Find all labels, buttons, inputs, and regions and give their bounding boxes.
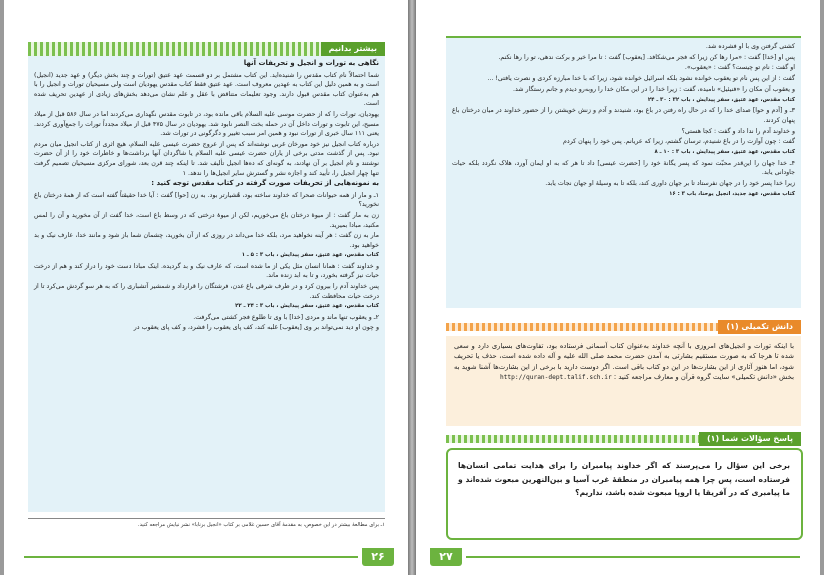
quote-item: پس او [خدا] گفت : «مرا رها کن زیرا که فجر می‌شکافد. [یعقوب] گفت : تا مرا خیر و برکت ندهی، تو را رها نکنم. <box>498 53 795 61</box>
page-number: ۲۷ <box>430 548 462 566</box>
answer-header <box>446 432 801 446</box>
quote-item: او گفت : نام تو چیست؟ گفت : «یعقوب». <box>684 64 795 72</box>
quote-item: گفت : از این پس نام تو یعقوب خوانده نشود بلکه اسرائیل خوانده شود، زیرا که با خدا مبارزه کردی و نصرت یافتی! ... <box>487 75 795 83</box>
subheading: به نمونه‌هایی از تحریفات صورت گرفته در کتاب مقدس توجه کنید : <box>151 179 379 188</box>
footnote: ۱ـ برای مطالعهٔ بیشتر در این خصوص، به مقدمهٔ آقای حسین غلامی بر کتاب «انجیل برنابا» نشر نیایش مراجعه کنید. <box>28 518 385 529</box>
more-info-content-continued <box>452 42 795 201</box>
supplementary-header <box>446 320 801 334</box>
more-info-header <box>28 42 385 56</box>
paragraph: شما احتمالاً نام کتاب مقدس را شنیده‌اید. این کتاب مشتمل بر دو قسمت عهد عتیق (تورات و چند بخش دیگر) و عهد جدید (انجیل) است و به همین دلیل این کتاب به عهدین معروف است. عهد عتیق فقط کتاب مقدس یهودیان است ولی مسیحیان تورات و انجیل را با هم به‌عنوان کتاب مقدس قبول دارند. وجود تعلیمات متناقض با عقل و علم نشان می‌دهد بخش‌های زیادی از عهدین تحریف شده است. <box>34 71 379 108</box>
more-info-content <box>34 58 379 334</box>
quote-item: گفت : چون آوازت را در باغ شنیدم، ترسان گشتم، زیرا که عریانم. پس خود را پنهان کردم <box>563 138 795 146</box>
page-number: ۲۶ <box>362 548 394 566</box>
quote-item: زن به مار گفت : از میوهٔ درختان باغ می‌خوریم، لکن از میوهٔ درختی که در وسط باغ است، خدا گفت از آن مخورید و آن را لمس مکنید، مبادا بمیرید. <box>34 211 379 229</box>
supplementary-link[interactable]: http://quran-dept.talif.sch.ir <box>499 374 612 382</box>
answer-text: برخی این سؤال را می‌پرسند که اگر خداوند پیامبران را برای هدایت تمامی انسان‌ها فرستاده است، پس چرا همه پیامبران در منطقهٔ غرب آسیا و بین‌النهرین مبعوث شده‌اند و ما پیامبری که در آفریقا یا اروپا مبعوث شده باشد، نداریم؟ <box>458 461 790 498</box>
header-stripe <box>446 435 721 443</box>
reference: کتاب مقدس، عهد عتیق، سفر پیدایش ، باب ۳۲ : ۳۰ ـ ۲۴ <box>647 96 795 103</box>
quote-item: ۳ـ و [آدم و حوا] صدای خدا را که در حال راه رفتن در باغ بود، شنیدند و آدم و زنش خویشتن را از حضور خداوند در میان درختان باغ پنهان کردند. <box>452 107 795 124</box>
quote-item: ۲ـ و یعقوب تنها ماند و مردی [خدا] با وی تا طلوع فجر کشتی می‌گرفت. <box>193 313 379 321</box>
quote-item: و خداوند آدم را ندا داد و گفت : کجا هستی؟ <box>681 127 795 135</box>
divider <box>466 556 800 558</box>
page-number-bar <box>416 548 820 566</box>
supplementary-text: با اینکه تورات و انجیل‌های امروزی با آنچه خداوند به‌عنوان کتاب آسمانی فرستاده بود، تفاوت‌های بسیاری دارد و سعی شده تا هرجا که به صورت مستقیم بشارتی به آمدن حضرت محمد صلی الله علیه و آله داده شده است، حذف یا تحریف شود، اما هنوز آثاری از این بشارت‌ها در این دو کتاب باقی است. اگر دوست دارید با برخی از این بشارت‌ها آشنا شوید به بخش «دانش تکمیلی» سایت گروه قرآن و معارف مراجعه کنید : <box>454 342 794 382</box>
left-page <box>4 0 408 575</box>
supplementary-content <box>454 341 794 384</box>
quote-item: و خداوند گفت : همانا انسان مثل یکی از ما شده است، که عارف نیک و بد گردیده. اینک مبادا دست خود را دراز کند و هم از درخت حیات نیز گرفته بخورد، و تا به ابد زنده ماند. <box>34 262 379 280</box>
supplementary-label: دانش تکمیلی (۱) <box>718 320 801 334</box>
section-title: نگاهی به تورات و انجیل و تحریفات آنها <box>243 59 379 67</box>
quote-item: ۱ـ و مار از همه حیوانات صحرا که خداوند ساخته بود، هُشیارتر بود. به زن [حوا] گفت : آیا خدا حقیقتاً گفته است که از همهٔ درختان باغ نخورید؟ <box>34 191 379 209</box>
quote-item: مار به زن گفت : هر آینه نخواهید مرد، بلکه خدا می‌داند در روزی که از آن بخورید، چشمان شما باز شود و مانند خدا، عارف نیک و بد خواهید بود. <box>34 232 379 249</box>
divider <box>24 556 358 558</box>
quote-item: و چون او دید نمی‌تواند بر وی [یعقوب] غلبه کند، کف پای یعقوب را فشرد، و کف پای یعقوب در <box>133 324 379 332</box>
answer-label: پاسخ سؤالات شما (۱) <box>699 432 801 446</box>
more-info-label: بیشتر بدانیم <box>321 42 385 56</box>
reference: کتاب مقدس، عهد عتیق، سفر پیدایش ، باب ۳ : ۱۰ ـ ۸ <box>654 149 795 156</box>
quote-item: کشتی گرفتن وی با او فشرده شد. <box>705 43 795 50</box>
quote-item: و یعقوب آن مکان را «فنیئیل» نامیده، گفت : زیرا خدا را در این مکان خدا را روبه‌رو دیدم و جانم رستگار شد. <box>512 85 795 93</box>
header-stripe <box>446 323 731 331</box>
paragraph: یهودیان، تورات را که از حضرت موسی علیه السلام باقی مانده بود، در تابوت مقدس نگهداری می‌کردند اما در سال ۵۸۶ قبل از میلاد مسیح، این تابوت و تورات داخل آن در حمله بخت النصر نابود شد. یهودیان در سال ۴۷۵ قبل از میلاد مجدداً تورات را جمع‌آوری کردند. یعنی ۱۱۱ سال خبری از تورات نبود و همین امر سبب تغییر و دگرگونی در تورات شد. <box>34 110 380 138</box>
quote-item: پس خداوند آدم را بیرون کرد و در طرف شرقی باغ عدن، فرشتگان را قرارداد و شمشیر آتشباری را که به هر سو گردش می‌کرد تا از درخت حیات محافظت کند. <box>34 283 379 300</box>
book-spine <box>408 0 416 575</box>
reference: کتاب مقدس، عهد عتیق، سفر پیدایش ، باب ۳ : ۲۴ ـ ۲۲ <box>235 303 379 310</box>
paragraph: درباره کتاب انجیل نیز خود مورخان غربی نوشته‌اند که پس از عروج حضرت عیسی علیه السلام، هیچ اثری از کتاب انجیل میان مردم نبود. پس از گذشت مدتی برخی از یاران حضرت عیسی علیه السلام یا شاگردان آنها برداشت‌ها و خاطرات خود را از آن حضرت نوشتند و نام انجیل بر آن نهادند، به گونه‌ای که ده‌ها انجیل تألیف شد. تا اینکه چند قرن بعد، شورای مرکزی مسیحیان تصمیم گرفت تنها چهار انجیل را، تأیید کند و اجازه نشر و گسترش سایر انجیل‌ها را ندهد. ۱ <box>34 140 379 177</box>
right-page <box>416 0 820 575</box>
page-number-bar <box>4 548 408 566</box>
quote-item: ۴ـ خدا جهان را این‌قدر محبّت نمود که پسر یگانهٔ خود را [حضرت عیسی] داد تا هر که به او ایمان آورد، هلاک نگردد بلکه حیات جاودانی یابد. <box>452 159 795 177</box>
quote-item: زیرا خدا پسر خود را در جهان نفرستاد تا بر جهان داوری کند، بلکه تا به وسیلهٔ او جهان نجات یابد. <box>545 180 795 188</box>
reference: کتاب مقدس، عهد عتیق، سفر پیدایش ، باب ۳ : ۵ ـ ۱ <box>241 252 379 259</box>
reference: کتاب مقدس، عهد جدید، انجیل یوحنا، باب ۳ : ۱۶ <box>669 190 795 197</box>
